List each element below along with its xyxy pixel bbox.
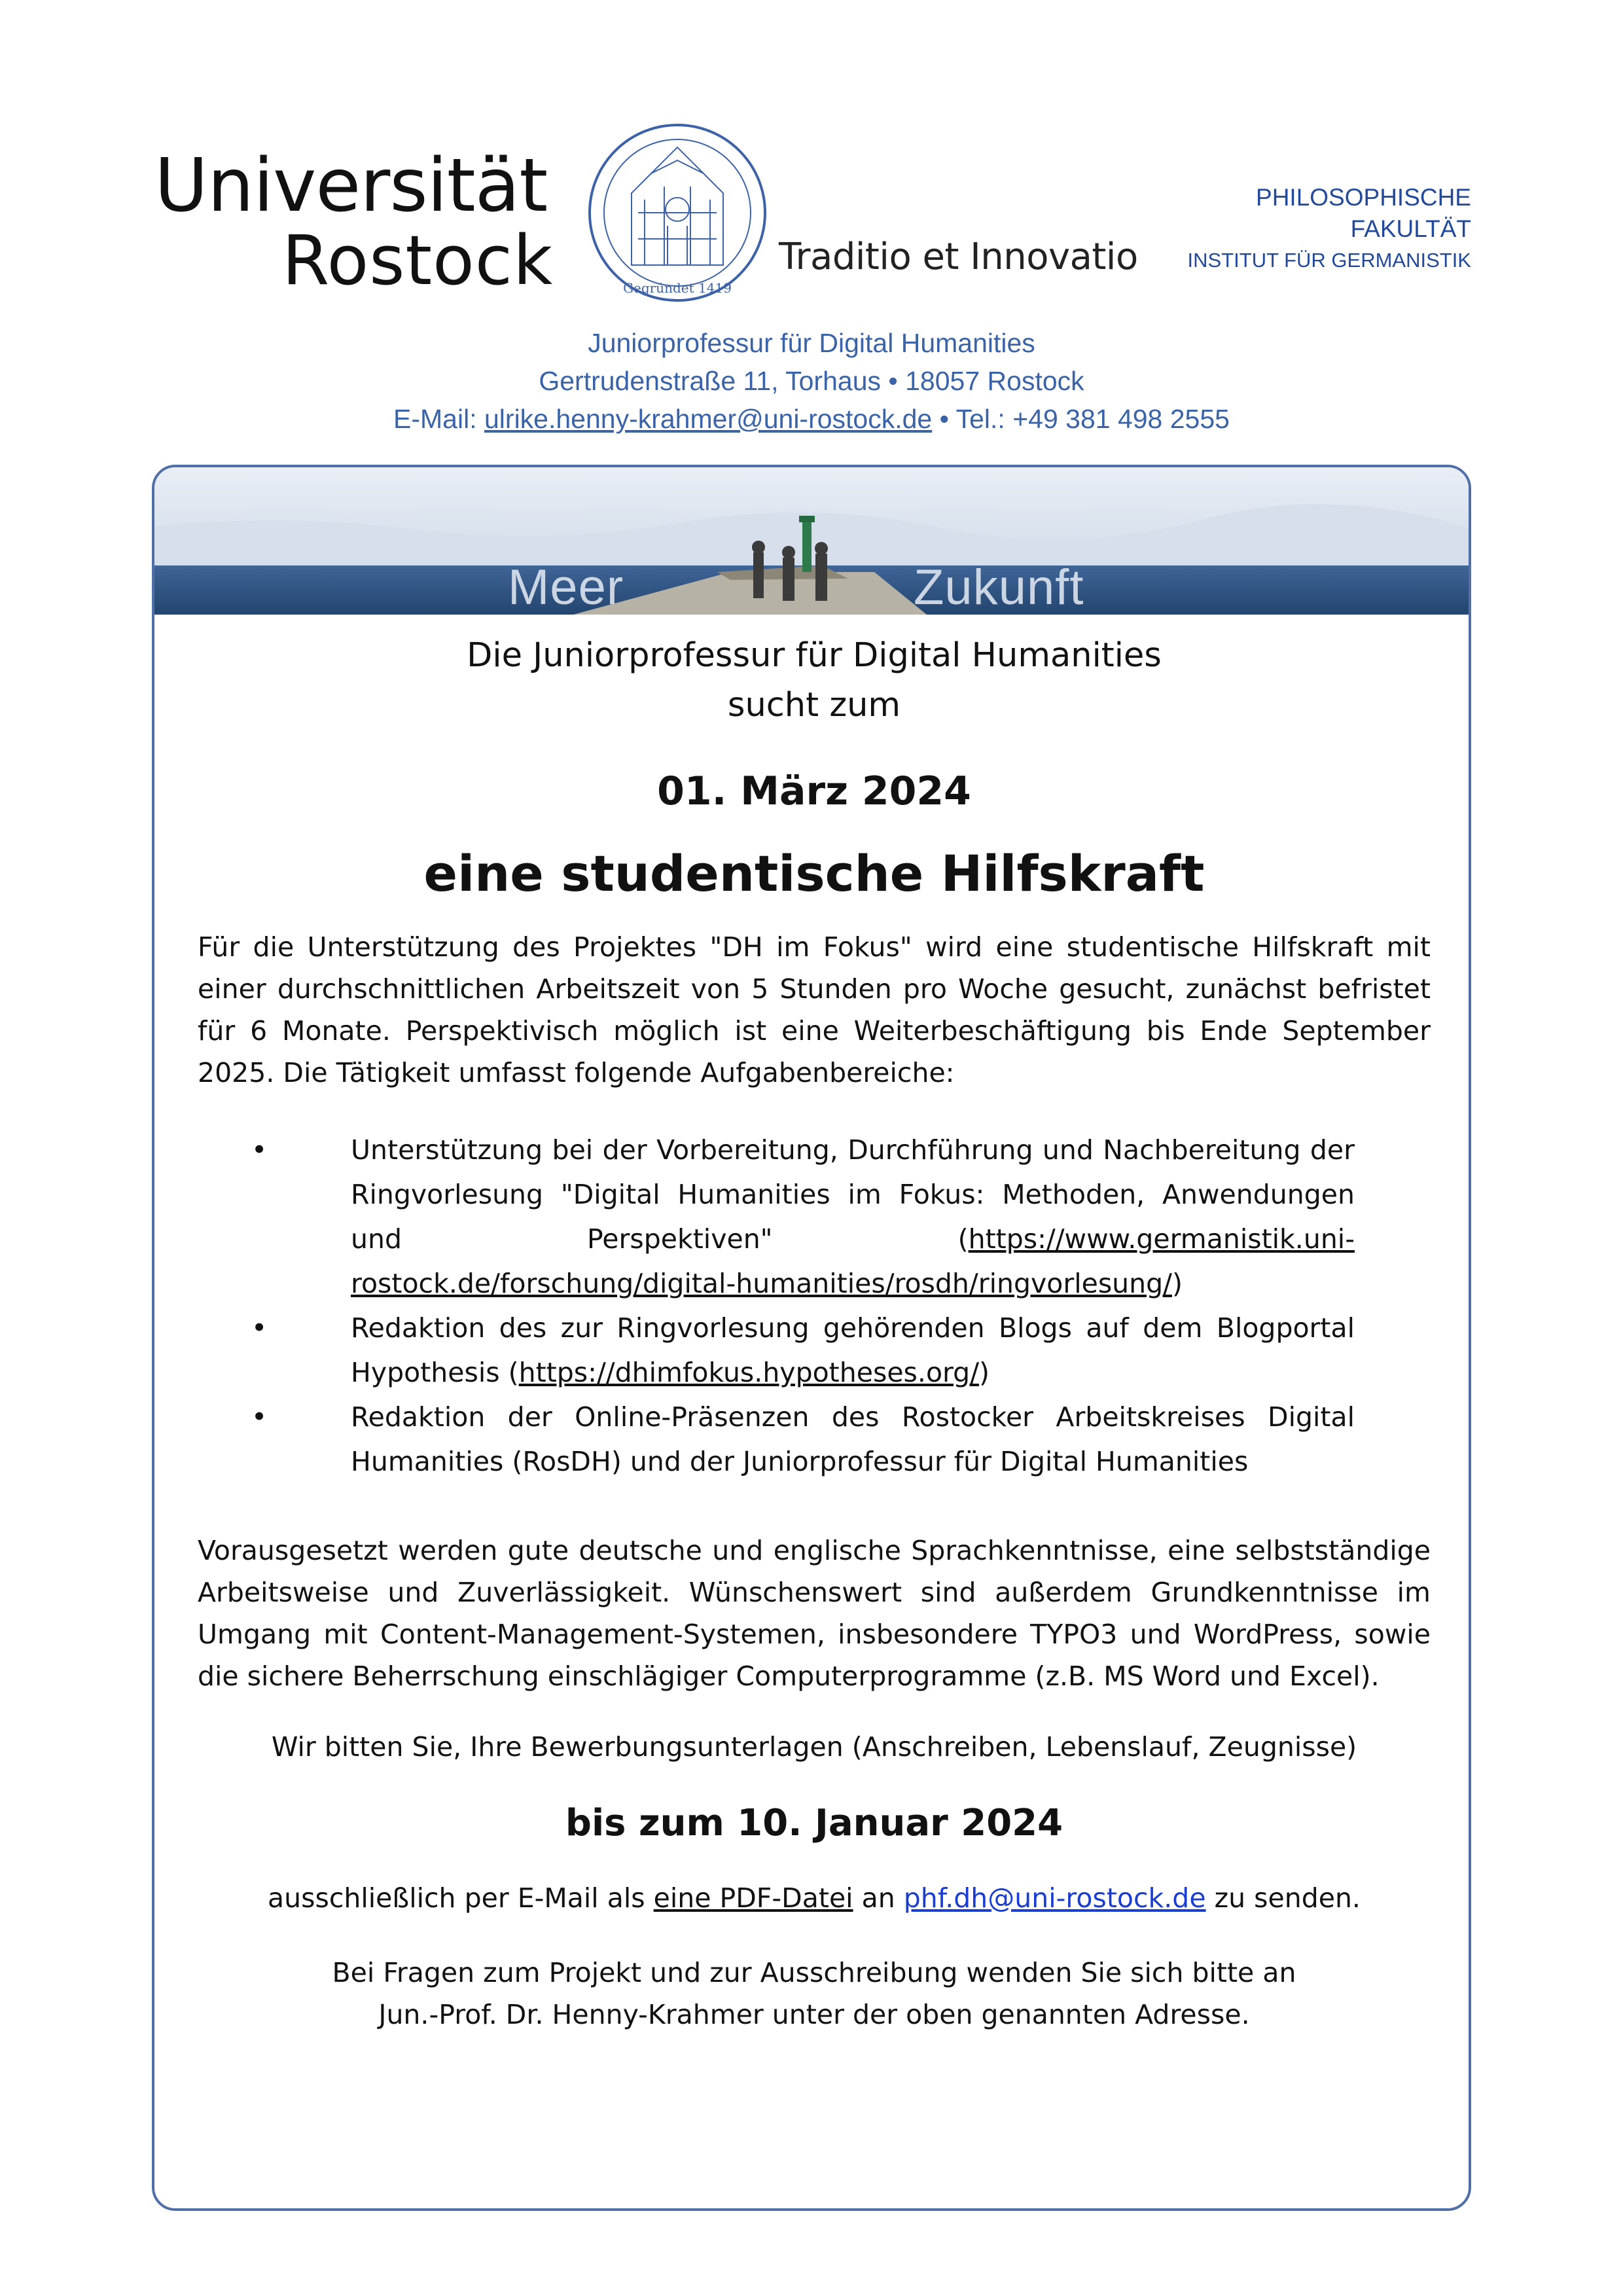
contact-block bbox=[0, 324, 1623, 438]
logo-rostock: Rostock bbox=[282, 221, 554, 300]
blog-link[interactable]: https://dhimfokus.hypotheses.org/ bbox=[518, 1357, 980, 1388]
university-logo bbox=[154, 143, 554, 300]
task-item bbox=[251, 1306, 1355, 1395]
banner-word-zukunft: Zukunft bbox=[914, 560, 1084, 615]
task-item bbox=[251, 1395, 1355, 1484]
questions-note bbox=[198, 1952, 1431, 2036]
description-paragraph: Für die Unterstützung des Projektes "DH im Fokus" wird eine studentische Hilfskraft mit einer durchschnittlichen Arbeitszeit von 5 Stunden pro Woche gesucht, zunächst befristet für 6 Monate. Perspektivisch möglich ist eine Weiterbeschäftigung bis Ende September 2025. Die Tätigkeit umfasst folgende Aufgabenbereiche: bbox=[198, 931, 1431, 1088]
contact-phone: • Tel.: +49 381 498 2555 bbox=[932, 404, 1230, 434]
posting-frame bbox=[152, 465, 1471, 2211]
position-title: eine studentische Hilfskraft bbox=[423, 844, 1205, 903]
questions-line2: Jun.-Prof. Dr. Henny-Krahmer unter der oben genannten Adresse. bbox=[378, 1999, 1250, 2030]
university-seal-icon bbox=[586, 121, 769, 304]
send-format: eine PDF-Datei bbox=[653, 1882, 853, 1914]
task-text: Unterstützung bei der Vorbereitung, Durchführung und Nachbereitung der Ringvorlesung "Digital Humanities im Fokus: Methoden, Anwendungen und Perspektiven" ( bbox=[351, 1134, 1355, 1255]
seal-caption: Gegründet 1419 bbox=[623, 280, 732, 296]
bullet-icon: • bbox=[251, 1312, 268, 1344]
contact-department: Juniorprofessur für Digital Humanities bbox=[588, 328, 1035, 358]
task-text: Redaktion des zur Ringvorlesung gehörenden Blogs auf dem Blogportal Hypothesis ( bbox=[351, 1312, 1355, 1388]
intro-line2: sucht zum bbox=[727, 686, 901, 725]
task-item bbox=[251, 1128, 1355, 1306]
send-instructions bbox=[198, 1877, 1431, 1919]
application-request: Wir bitten Sie, Ihre Bewerbungsunterlagen (Anschreiben, Lebenslauf, Zeugnisse) bbox=[271, 1731, 1357, 1763]
contact-email-phone bbox=[0, 400, 1623, 438]
application-email-link[interactable]: phf.dh@uni-rostock.de bbox=[903, 1882, 1206, 1914]
task-text: Redaktion der Online-Präsenzen des Rostocker Arbeitskreises Digital Humanities (RosDH) und der Juniorprofessur für Digital Humanities bbox=[351, 1401, 1355, 1477]
banner-image bbox=[154, 467, 1469, 615]
motto: Traditio et Innovatio bbox=[779, 236, 1138, 278]
contact-address: Gertrudenstraße 11, Torhaus • 18057 Rostock bbox=[539, 366, 1084, 396]
bullet-icon: • bbox=[251, 1134, 268, 1166]
institute-name: INSTITUT FÜR GERMANISTIK bbox=[1187, 249, 1471, 272]
task-list bbox=[251, 1128, 1355, 1484]
task-suffix: ) bbox=[979, 1357, 990, 1388]
send-suffix: zu senden. bbox=[1205, 1882, 1361, 1914]
contact-email-link[interactable]: ulrike.henny-krahmer@uni-rostock.de bbox=[484, 404, 933, 434]
posting-content bbox=[198, 631, 1431, 2036]
intro-line1: Die Juniorprofessur für Digital Humanities bbox=[467, 636, 1162, 675]
logo-university: Universität bbox=[154, 143, 548, 228]
banner-word-meer: Meer bbox=[508, 560, 624, 615]
faculty-line2: FAKULTÄT bbox=[1350, 215, 1471, 243]
send-middle: an bbox=[853, 1882, 904, 1914]
ringvorlesung-link[interactable]: https://www.germanistik.uni-rostock.de/forschung/digital-humanities/rosdh/ringvorlesung/ bbox=[351, 1223, 1355, 1299]
banner-photo bbox=[154, 467, 1471, 615]
intro bbox=[198, 631, 1431, 730]
deadline: bis zum 10. Januar 2024 bbox=[565, 1802, 1063, 1844]
questions-line1: Bei Fragen zum Projekt und zur Ausschreibung wenden Sie sich bitte an bbox=[332, 1957, 1296, 1988]
bullet-icon: • bbox=[251, 1401, 268, 1433]
send-prefix: ausschließlich per E-Mail als bbox=[268, 1882, 654, 1914]
task-suffix: ) bbox=[1171, 1268, 1183, 1299]
start-date: 01. März 2024 bbox=[657, 768, 971, 814]
faculty-line1: PHILOSOPHISCHE bbox=[1256, 184, 1471, 211]
faculty-block bbox=[1188, 182, 1471, 274]
requirements-paragraph: Vorausgesetzt werden gute deutsche und englische Sprachkenntnisse, eine selbstständige Arbeitsweise und Zuverlässigkeit. Wünschenswert sind außerdem Grundkenntnisse im Umgang mit Content-Management-Systemen, insbesondere TYPO3 und WordPress, sowie die sichere Beherrschung einschlägiger Computerprogramme (z.B. MS Word und Excel). bbox=[198, 1535, 1431, 1692]
email-label: E-Mail: bbox=[393, 404, 484, 434]
